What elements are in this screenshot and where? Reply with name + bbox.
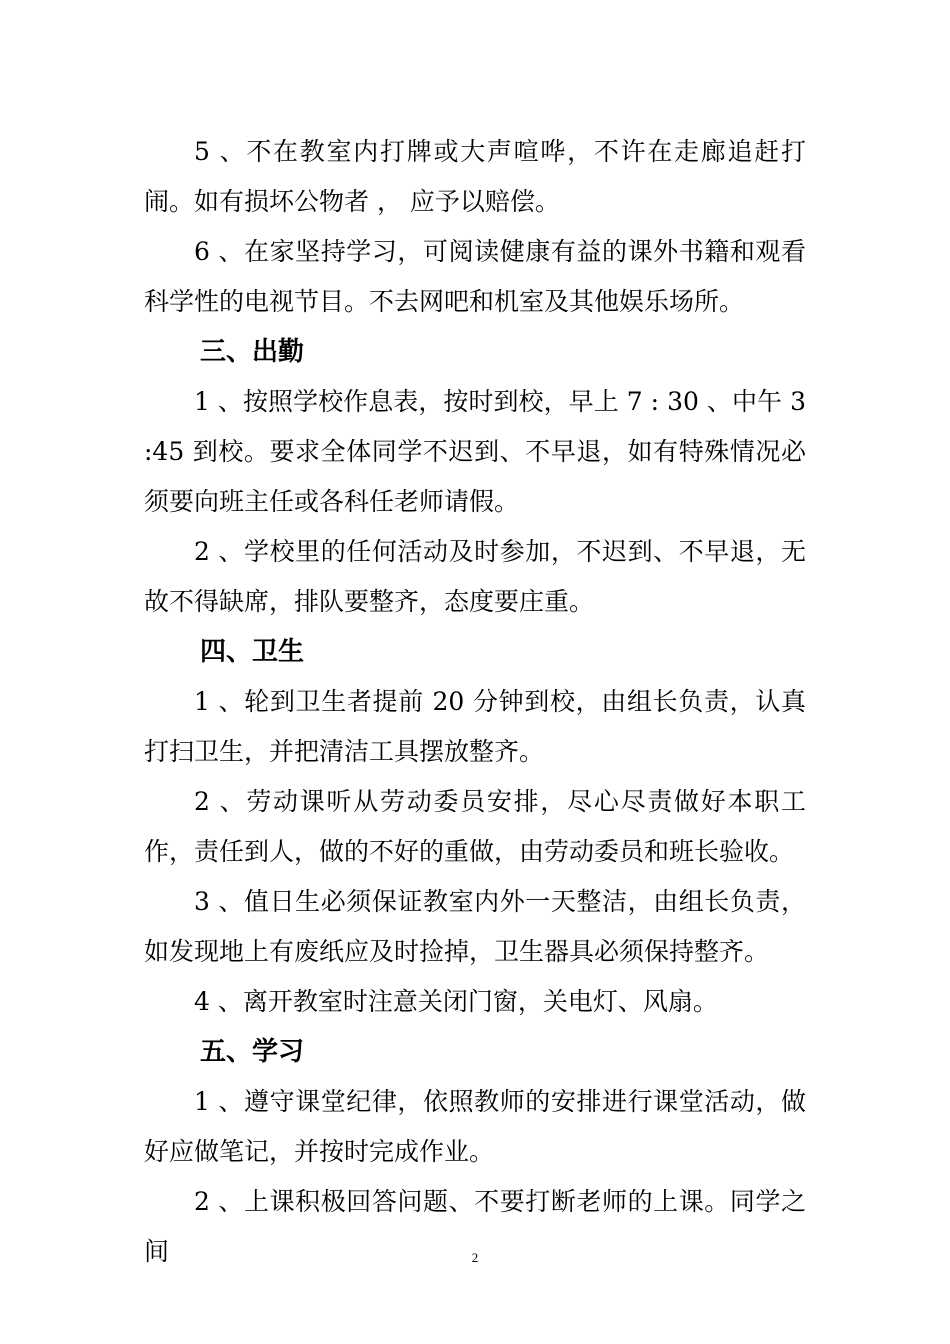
page-number: 2 <box>471 1250 479 1265</box>
paragraph-attendance-1: 1 、按照学校作息表，按时到校，早上 7 : 30 、中午 3 :45 到校。要求全体同学不迟到、不早退，如有特殊情况必须要向班主任或各科任老师请假。 <box>144 387 806 516</box>
paragraph-hygiene-3: 3 、值日生必须保证教室内外一天整洁，由组长负责，如发现地上有废纸应及时捡掉，卫生器具必须保持整齐。 <box>144 887 806 966</box>
paragraph-rule-5: 5 、不在教室内打牌或大声喧哗，不许在走廊追赶打闹。如有损坏公物者 ， 应予以赔偿。 <box>144 137 806 216</box>
paragraph-study-2: 2 、上课积极回答问题、不要打断老师的上课。同学之间 <box>144 1187 806 1266</box>
paragraph-hygiene-2: 2 、劳动课听从劳动委员安排，尽心尽责做好本职工作，责任到人，做的不好的重做，由劳动委员和班长验收。 <box>144 787 806 866</box>
document-body <box>144 127 806 1277</box>
paragraph-hygiene-4: 4 、离开教室时注意关闭门窗，关电灯、风扇。 <box>194 987 718 1016</box>
paragraph-rule-6: 6 、在家坚持学习，可阅读健康有益的课外书籍和观看科学性的电视节目。不去网吧和机室及其他娱乐场所。 <box>144 237 806 316</box>
section-heading-hygiene: 四、卫生 <box>200 637 305 667</box>
paragraph-hygiene-1: 1 、轮到卫生者提前 20 分钟到校，由组长负责，认真打扫卫生，并把清洁工具摆放整齐。 <box>144 687 806 766</box>
section-heading-study: 五、学习 <box>200 1037 305 1067</box>
section-heading-attendance: 三、出勤 <box>200 337 305 367</box>
paragraph-study-1: 1 、遵守课堂纪律，依照教师的安排进行课堂活动，做好应做笔记，并按时完成作业。 <box>144 1087 806 1166</box>
paragraph-attendance-2: 2 、学校里的任何活动及时参加，不迟到、不早退，无故不得缺席，排队要整齐，态度要庄重。 <box>144 537 806 616</box>
